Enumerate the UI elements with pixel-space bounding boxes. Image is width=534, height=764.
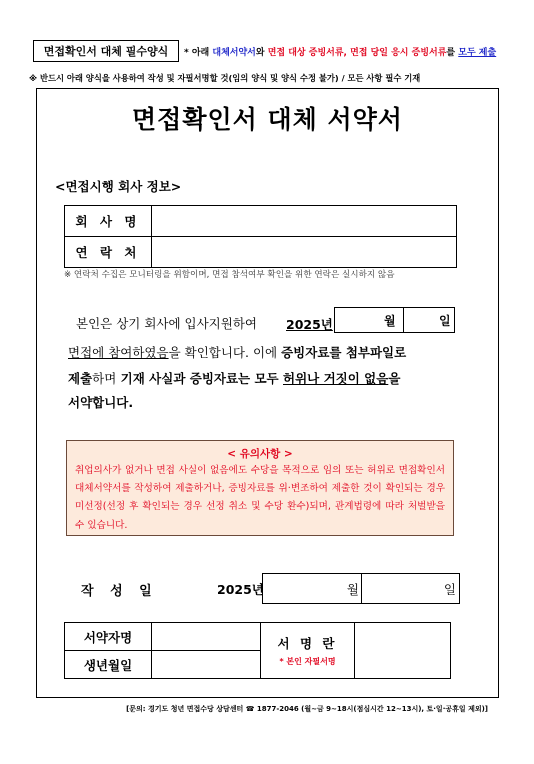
date-year: 2025년 [217, 582, 264, 597]
pledge-participated: 면접에 참여하였음 [68, 345, 169, 360]
pledge-submit: 제출 [68, 371, 93, 386]
date-label: 작 성 일 [81, 584, 158, 599]
note-reul: 를 [446, 48, 456, 58]
date-table [262, 573, 460, 604]
pledge-line-3 [68, 369, 400, 387]
form-warning: ※ 반드시 아래 양식을 사용하여 작성 및 자필서명할 것(임의 양식 및 양식 수정 불가) / 모든 사항 필수 기재 [29, 73, 421, 83]
interview-month-unit: 월 [384, 314, 396, 328]
birthdate-field[interactable] [152, 651, 261, 679]
date-month-field[interactable] [263, 574, 362, 604]
notice-title: < 유의사항 > [227, 448, 293, 460]
page-title: 면접확인서 대체 서약서 [132, 105, 403, 134]
interview-date-box[interactable] [334, 307, 455, 333]
contact-label: 연 락 처 [65, 237, 152, 268]
note-submit: 모두 제출 [458, 48, 497, 58]
date-month-unit: 월 [346, 581, 359, 597]
pledge-line-2 [68, 343, 406, 361]
notice-box [66, 440, 454, 536]
pledge-year: 2025년 [286, 317, 333, 332]
signature-label: 서 명 란 [277, 636, 338, 651]
company-name-field[interactable] [152, 206, 457, 237]
note-wa: 와 [255, 48, 265, 58]
signature-note: * 본인 자필서명 [279, 657, 336, 666]
footer-contact: [문의: 경기도 청년 면접수당 상담센터 ☎ 1877-2046 (월~금 9~18시(점심시간 12~13시), 토·일·공휴일 제외)] [126, 705, 488, 713]
note-evidence: 면접 대상 증빙서류, 면접 당일 응시 증빙서류 [267, 48, 447, 58]
contact-note: ※ 연락처 수집은 모니터링을 위함이며, 면접 참석여부 확인을 위한 연락은 실시하지 않음 [64, 270, 395, 280]
pledge-facts: 기재 사실과 증빙자료는 모두 [120, 371, 279, 386]
pledge-line-2-mid: 을 확인합니다. 이에 [168, 345, 278, 360]
notice-text: 취업의사가 없거나 면접 사실이 없음에도 수당을 목적으로 임의 또는 허위로 면접확인서 대체서약서를 작성하여 제출하거나, 증빙자료를 위·변조하여 제출한 것이 확인되는 경우 미선정(선정 후 확인되는 경우 선정 취소 및 수당 환수)되며, 관계법령에 따라 처벌받을 수 있습니다. [75, 465, 445, 531]
note-bullet: * 아래 [184, 48, 210, 58]
birthdate-label: 생년월일 [65, 651, 152, 679]
pledge-attach: 증빙자료를 첨부파일로 [281, 345, 407, 360]
required-form-tag: 면접확인서 대체 필수양식 [33, 40, 179, 62]
interview-day-unit: 일 [439, 314, 451, 328]
contact-field[interactable] [152, 237, 457, 268]
pledge-line-4: 서약합니다. [68, 395, 134, 410]
signer-name-field[interactable] [152, 623, 261, 651]
pledge-line-1-text: 본인은 상기 회사에 입사지원하여 [76, 316, 257, 331]
pledge-line-3-end: 을 [388, 371, 401, 386]
pledge-line-3-mid: 하며 [92, 371, 117, 386]
date-day-field[interactable] [362, 574, 460, 604]
signer-name-label: 서약자명 [65, 623, 152, 651]
company-info-table [64, 205, 457, 268]
note-doc: 대체서약서 [212, 48, 256, 58]
submission-note [184, 45, 496, 58]
signature-label-cell [261, 623, 355, 679]
company-name-label: 회 사 명 [65, 206, 152, 237]
pledge-no-false: 허위나 거짓이 없음 [283, 371, 389, 386]
section-title: <면접시행 회사 정보> [55, 179, 182, 194]
signature-field[interactable] [355, 623, 451, 679]
signer-table [64, 622, 451, 679]
pledge-line-1 [68, 314, 257, 332]
date-day-unit: 일 [443, 581, 456, 597]
